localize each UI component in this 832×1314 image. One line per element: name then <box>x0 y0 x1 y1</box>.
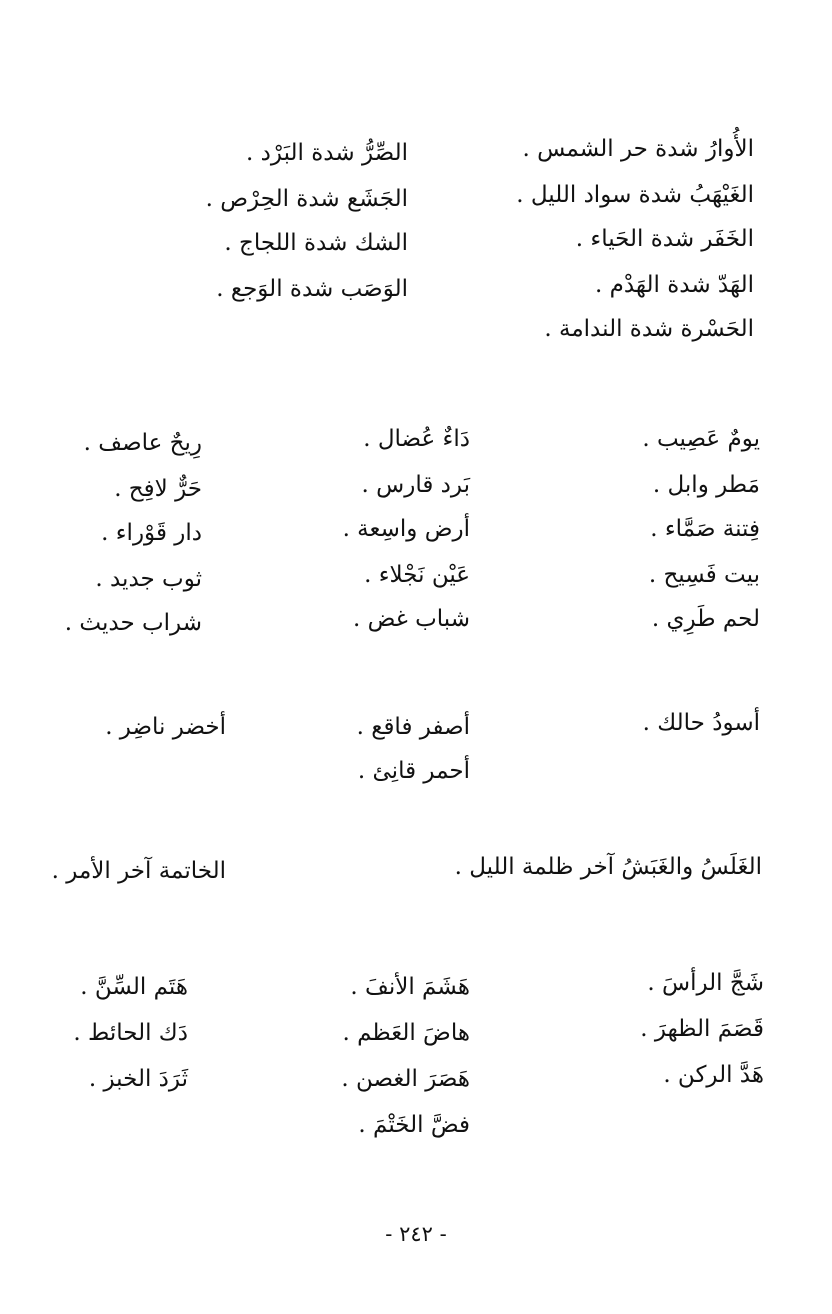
entry-text: دَاءٌ عُضال . <box>363 426 470 452</box>
entry-text: الغَلَسُ والغَبَشُ آخر ظلمة الليل . <box>454 854 762 880</box>
entry-text: يومٌ عَصِيب . <box>642 426 760 452</box>
entry-text: بَرد قارس . <box>361 472 470 498</box>
entry-text: دَك الحائط . <box>73 1020 188 1046</box>
entry-text: الشك شدة اللجاج . <box>224 230 408 256</box>
entry-text: الصِّرُّ شدة البَرْد . <box>246 140 408 166</box>
entry-text: الخَفَر شدة الحَياء . <box>575 226 754 252</box>
entry-text: هَشَمَ الأنفَ . <box>350 974 470 1000</box>
entry-text: أسودُ حالك . <box>642 710 760 736</box>
entry-text: مَطر وابل . <box>652 472 760 498</box>
entry-text: شَجَّ الرأسَ . <box>647 970 764 996</box>
entry-text: أخضر ناضِر . <box>105 714 226 740</box>
page-number: - ٢٤٢ - <box>385 1222 447 1246</box>
entry-text: الخاتمة آخر الأمر . <box>51 858 226 884</box>
entry-text: دار قَوْراء . <box>101 520 202 546</box>
entry-text: الجَشَع شدة الحِرْص . <box>205 186 408 212</box>
entry-text: الغَيْهَبُ شدة سواد الليل . <box>516 182 754 208</box>
entry-text: هاضَ العَظم . <box>342 1020 470 1046</box>
entry-text: هَصَرَ الغصن . <box>341 1066 470 1092</box>
entry-text: ثَرَدَ الخبز . <box>88 1066 188 1092</box>
entry-text: حَرٌّ لافِح . <box>114 476 202 502</box>
entry-text: ثوب جديد . <box>95 566 202 592</box>
entry-text: الوَصَب شدة الوَجع . <box>216 276 408 302</box>
entry-text: الهَدّ شدة الهَدْم . <box>594 272 754 298</box>
entry-text: شراب حديث . <box>64 610 202 636</box>
entry-text: الحَسْرة شدة الندامة . <box>544 316 754 342</box>
entry-text: أحمر قانِئ . <box>357 758 470 784</box>
entry-text: فضَّ الخَتْمَ . <box>358 1112 470 1138</box>
entry-text: فِتنة صَمَّاء . <box>650 516 760 542</box>
entry-text: بيت فَسِيح . <box>648 562 760 588</box>
entry-text: عَيْن نَجْلاء . <box>364 562 470 588</box>
entry-text: هَدَّ الركن . <box>663 1062 764 1088</box>
entry-text: رِيحٌ عاصف . <box>83 430 202 456</box>
entry-text: أرض واسِعة . <box>342 516 470 542</box>
entry-text: شباب غض . <box>352 606 470 632</box>
entry-text: قَصَمَ الظهرَ . <box>640 1016 764 1042</box>
entry-text: هَتَم السِّنَّ . <box>80 974 188 1000</box>
entry-text: لحم طَرِي . <box>651 606 760 632</box>
entry-text: أصفر فاقع . <box>356 714 470 740</box>
entry-text: الأُوارُ شدة حر الشمس . <box>522 136 754 162</box>
